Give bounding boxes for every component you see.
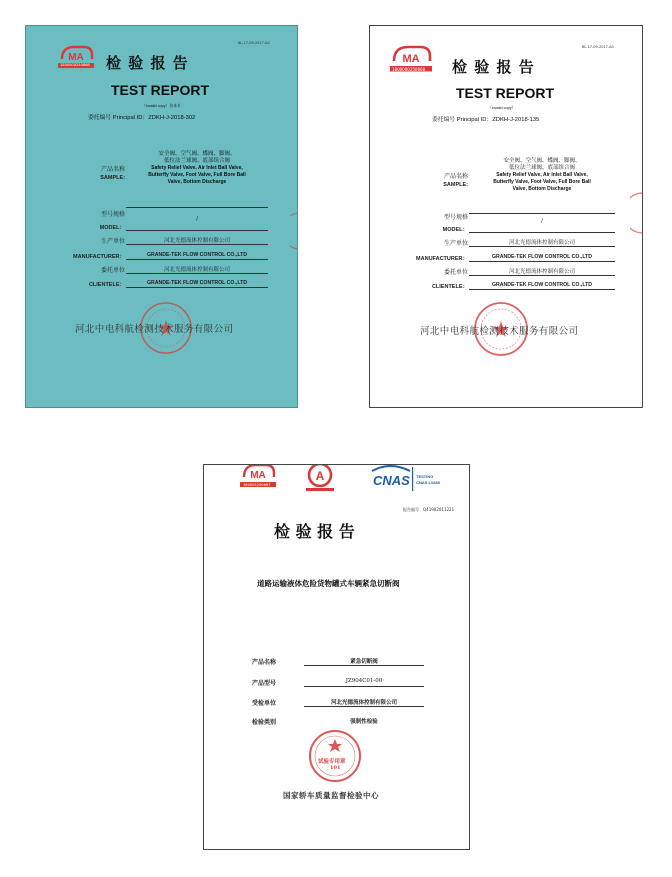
doc-number: BL-17-09-2017-A0 [582, 45, 614, 49]
product-model-label: 产品型号 [252, 680, 277, 687]
product-name-underline [304, 665, 424, 666]
model-underline [469, 232, 615, 233]
model-value: / [541, 218, 543, 224]
sample-cn-line2: 低位法兰球阀、底部组合阀 [163, 158, 230, 164]
model-underline [126, 230, 268, 231]
client-label-en: CLIENTELE： [431, 284, 468, 290]
client-en-underline [126, 287, 268, 288]
sample-en-line2: Butterfly Valve, Foot Valve, Full Bore Ball [493, 179, 591, 185]
cma-logo [388, 43, 434, 81]
svg-text:A: A [315, 469, 325, 483]
model-value: / [196, 216, 198, 222]
client: 河北光德流体控制有限公司 [330, 700, 397, 706]
sample-en-line1: Safety Relief Valve, Air Inlet Ball Valve, [151, 165, 243, 171]
model-label-cn: 型号规格 [443, 214, 468, 221]
client-underline [304, 706, 424, 707]
title-en: TEST REPORT [456, 85, 555, 101]
edge-seal-icon [290, 211, 298, 251]
product-model: JZ904C01-00 [345, 678, 383, 684]
manufacturer-label-cn: 生产单位 [100, 238, 125, 245]
client-cn: 河北光德流体控制有限公司 [163, 267, 230, 273]
manufacturer-cn-underline [126, 244, 268, 245]
cma-logo-mark [56, 43, 96, 73]
product-name: 紧急切断阀 [350, 659, 378, 665]
manufacturer-en-underline [126, 259, 268, 260]
client-cn-underline [469, 275, 615, 276]
cma-number: 1800000250668 [392, 66, 426, 72]
test-report-white [369, 25, 643, 408]
client-cn: 河北光德流体控制有限公司 [508, 269, 575, 275]
manufacturer-en: GRANDE-TEK FLOW CONTROL CO.,LTD [146, 252, 248, 258]
client-cn-underline [126, 273, 268, 274]
model-label-en: MODEL： [442, 227, 468, 233]
client-label-cn: 委托单位 [443, 269, 468, 276]
cal-logo-icon [302, 464, 338, 494]
sample-cn-line1: 安全阀、空气阀、蝶阀、脚阀、 [158, 151, 236, 157]
cma-number: 1800000250668 [60, 63, 90, 67]
invalid-copy: （invalid copy）仿本专 [142, 104, 181, 108]
issuing-org: 河北中电科航检测技术服务有限公司 [420, 326, 579, 337]
client-en: GRANDE-TEK FLOW CONTROL CO.,LTD [491, 282, 593, 288]
product-name-label: 产品名称 [252, 659, 277, 666]
cma-logo-mark [388, 43, 434, 77]
test-report-cyan [25, 25, 298, 408]
stamp-text-2: 101 [330, 765, 341, 771]
sample-underline [126, 207, 268, 208]
report-number: 报告编号：Q41902011221 [403, 507, 455, 512]
sample-underline [469, 213, 615, 214]
principal-id: 委托编号 Principal ID：ZDKH-J-2018-135 [432, 117, 540, 123]
issuing-org: 国家轿车质量监督检验中心 [283, 791, 379, 800]
sample-en-line1: Safety Relief Valve, Air Inlet Ball Valve, [496, 172, 588, 178]
edge-seal-icon [630, 191, 643, 235]
cnas-sub-1: TESTING [416, 474, 434, 479]
stamp-text-1: 试验专用章 [318, 759, 346, 765]
doc-number: BL-17-09-2017-A0 [238, 41, 270, 45]
svg-text:MA: MA [402, 53, 420, 65]
client-en-underline [469, 289, 615, 290]
title-cn: 检 验 报 告 [452, 58, 535, 76]
cma-logo [56, 43, 96, 77]
sample-en-line3: Valve, Bottom Discharge [512, 186, 572, 192]
manufacturer-cn: 河北光德流体控制有限公司 [163, 238, 230, 244]
report-subject: 道路运输液体危险货物罐式车辆紧急切断阀 [257, 579, 400, 588]
sample-en-line2: Butterfly Valve, Foot Valve, Full Bore Ball [148, 172, 246, 178]
cma-number: 180005250667 [243, 482, 271, 487]
product-model-underline [304, 686, 424, 687]
sample-value [469, 158, 615, 193]
title-cn: 检 验 报 告 [106, 54, 189, 72]
client-en: GRANDE-TEK FLOW CONTROL CO.,LTD [146, 280, 248, 286]
client-label-en: CLIENTELE： [88, 282, 125, 288]
manufacturer-cn: 河北光德流体控制有限公司 [508, 240, 575, 246]
sample-label-en: SAMPLE: [443, 182, 468, 188]
manufacturer-cn-underline [469, 246, 615, 247]
model-label-en: MODEL： [99, 225, 125, 231]
model-label-cn: 型号规格 [100, 211, 125, 218]
test-type: 强制性检验 [350, 719, 378, 725]
sample-label-cn: 产品名称 [443, 173, 468, 180]
client-label-cn: 委托单位 [100, 267, 125, 274]
svg-text:MA: MA [68, 52, 84, 63]
sample-cn-line1: 安全阀、空气阀、蝶阀、脚阀、 [503, 158, 581, 164]
title-en: TEST REPORT [111, 82, 210, 98]
title-cn: 检 验 报 告 [274, 522, 355, 541]
sample-en-line3: Valve, Bottom Discharge [167, 179, 227, 185]
sample-value [126, 151, 268, 186]
issuing-org: 河北中电科航检测技术服务有限公司 [75, 324, 234, 335]
test-type-label: 检验类别 [252, 719, 277, 726]
cnas-sub-2: CNAS L1688 [416, 480, 440, 485]
client-label: 受检单位 [252, 700, 277, 707]
sample-cn-line2: 低位法兰球阀、底部组合阀 [508, 165, 575, 171]
svg-text:CNAS: CNAS [373, 473, 410, 488]
svg-text:MA: MA [250, 470, 266, 481]
manufacturer-label-en: MANUFACTURER： [416, 256, 468, 262]
sample-label-en: SAMPLE: [100, 175, 125, 181]
test-stamp [307, 728, 363, 784]
manufacturer-label-en: MANUFACTURER： [73, 254, 125, 260]
manufacturer-en-underline [469, 261, 615, 262]
sample-label-cn: 产品名称 [100, 166, 125, 173]
manufacturer-label-cn: 生产单位 [443, 240, 468, 247]
cma-logo-mark [238, 464, 278, 491]
cma-logo [238, 464, 278, 495]
invalid-copy: （invalid copy） [488, 106, 516, 110]
manufacturer-en: GRANDE-TEK FLOW CONTROL CO.,LTD [491, 254, 593, 260]
principal-id: 委托编号 Principal ID：ZDKH-J-2018-302 [88, 115, 196, 121]
red-stamp-icon [307, 728, 363, 784]
inspection-report [203, 464, 470, 850]
cnas-logo [370, 464, 440, 499]
